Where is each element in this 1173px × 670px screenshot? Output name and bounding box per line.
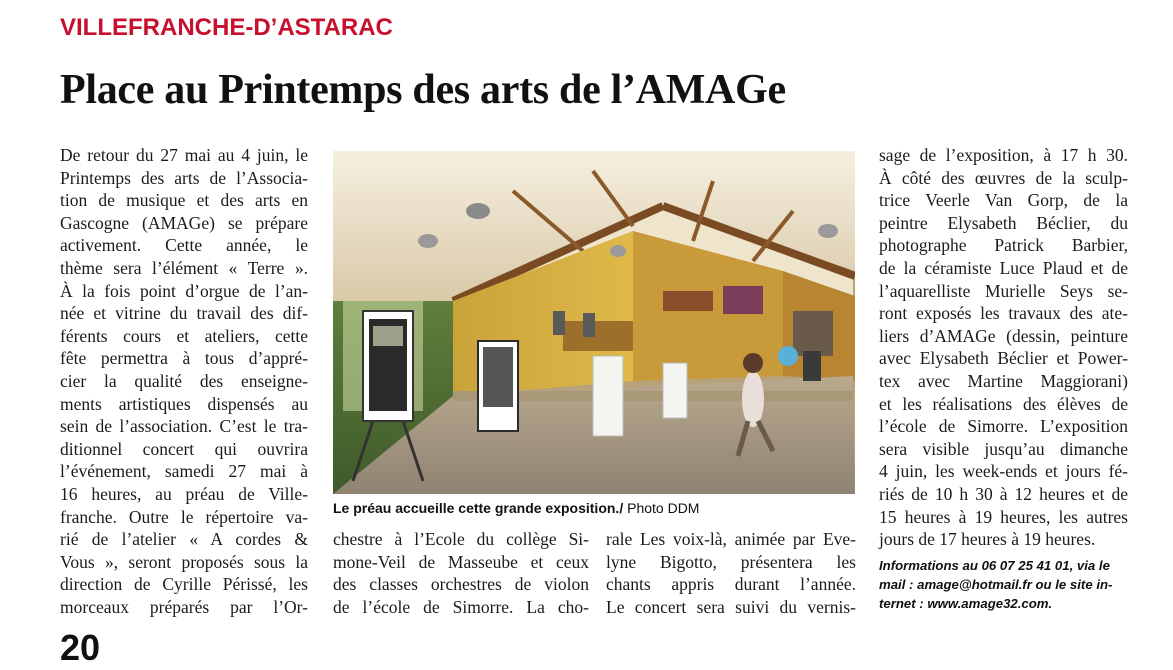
- text-line: Informations au 06 07 25 41 01, via le: [879, 558, 1110, 573]
- text-line: des classes orchestres de violon: [333, 574, 589, 595]
- text-line: ternet : www.amage32.com.: [879, 596, 1053, 611]
- article-column-4: [879, 144, 1128, 551]
- photo-caption-text: Le préau accueille cette grande exposition./: [333, 500, 624, 516]
- text-line: mail : amage@hotmail.fr ou le site in-: [879, 577, 1113, 592]
- text-line: liers d’AMAGe (dessin, peinture: [879, 325, 1128, 346]
- text-line: l’école de Simorre. L’exposition: [879, 416, 1128, 437]
- text-line: avec Elysabeth Béclier et Power-: [879, 348, 1128, 369]
- article-column-2: [333, 528, 589, 618]
- text-line: tex avec Martine Maggiorani): [879, 370, 1128, 391]
- text-line: férents cours et ateliers, cette: [60, 325, 308, 346]
- text-line: mone-Veil de Masseube et ceux: [333, 551, 589, 572]
- text-line: et les réalisations des élèves de: [879, 393, 1128, 414]
- text-line: l’événement, samedi 27 mai à: [60, 461, 308, 482]
- text-line: Gascogne (AMAGe) se prépare: [60, 212, 308, 233]
- info-box: [879, 556, 1129, 613]
- photo-caption: [333, 500, 699, 516]
- text-line: née et vitrine du travail des dif-: [60, 303, 308, 324]
- text-line: trice Veerle Van Gorp, de la: [879, 190, 1128, 211]
- text-line: 16 heures, au préau de Ville-: [60, 483, 308, 504]
- text-line: sera visible jusqu’au dimanche: [879, 438, 1128, 459]
- text-line: ments artistiques dispensés au: [60, 393, 308, 414]
- text-line: Le concert sera suivi du vernis-: [606, 596, 856, 617]
- text-line: de l’école de Simorre. La cho-: [333, 596, 589, 617]
- article-headline: Place au Printemps des arts de l’AMAGe: [60, 67, 786, 113]
- text-line: sein de l’association. C’est le tra-: [60, 416, 308, 437]
- text-line: l’aquarelliste Murielle Seys se-: [879, 280, 1128, 301]
- text-line: lyne Bigotto, présentera les: [606, 551, 856, 572]
- text-line: rié de l’atelier « A cordes &: [60, 529, 308, 550]
- text-line: Printemps des arts de l’Associa-: [60, 167, 308, 188]
- photo-credit: Photo DDM: [623, 500, 700, 516]
- text-line: franche. Outre le répertoire va-: [60, 506, 308, 527]
- page-number: 20: [60, 627, 101, 668]
- text-line: ront exposés les travaux des ate-: [879, 303, 1128, 324]
- text-line: activement. Cette année, le: [60, 235, 308, 256]
- article-column-3: [606, 528, 856, 618]
- text-line: direction de Cyrille Périssé, les: [60, 574, 308, 595]
- text-line: tion de musique et des arts en: [60, 190, 308, 211]
- text-line: photographe Patrick Barbier,: [879, 235, 1128, 256]
- exhibition-photo: [333, 151, 855, 494]
- text-line: À côté des œuvres de la sculp-: [879, 167, 1128, 188]
- text-line: Vous », seront proposés sous la: [60, 551, 308, 572]
- text-line: chants appris durant l’année.: [606, 574, 856, 595]
- text-line: morceaux préparés par l’Or-: [60, 596, 308, 617]
- text-line: chestre à l’Ecole du collège Si-: [333, 529, 589, 549]
- text-line: rale Les voix-là, animée par Eve-: [606, 529, 856, 549]
- text-line: peintre Elysabeth Béclier, du: [879, 212, 1128, 233]
- text-line: ditionnel concert qui ouvrira: [60, 438, 308, 459]
- section-kicker: VILLEFRANCHE-D’ASTARAC: [60, 14, 393, 41]
- text-line: thème sera l’élément « Terre ».: [60, 257, 308, 278]
- text-line: sage de l’exposition, à 17 h 30.: [879, 145, 1128, 165]
- text-line: jours de 17 heures à 19 heures.: [879, 529, 1096, 550]
- text-line: de la céramiste Luce Plaud et de: [879, 257, 1128, 278]
- text-line: De retour du 27 mai au 4 juin, le: [60, 145, 308, 165]
- text-line: 15 heures à 19 heures, les autres: [879, 506, 1128, 527]
- text-line: 4 juin, les week-ends et jours fé-: [879, 461, 1128, 482]
- text-line: riés de 10 h 30 à 12 heures et de: [879, 483, 1128, 504]
- text-line: À la fois point d’orgue de l’an-: [60, 280, 308, 301]
- text-line: fête permettra à tous d’appré-: [60, 348, 308, 369]
- article-column-1: [60, 144, 308, 618]
- exhibition-hall-image: [333, 151, 855, 494]
- text-line: cier la qualité des enseigne-: [60, 370, 308, 391]
